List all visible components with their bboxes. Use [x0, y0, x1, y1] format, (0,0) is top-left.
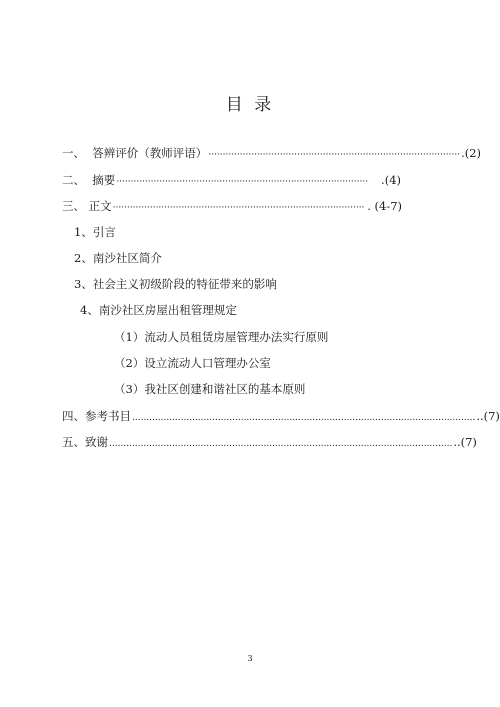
- toc-entry-evaluation: [62, 146, 482, 162]
- toc-title: 目 录: [225, 95, 275, 115]
- toc-entry-pages: .(4): [381, 173, 401, 187]
- dot-leader: ························································································: [208, 150, 461, 160]
- toc-entry-label: 二、 摘要: [62, 173, 116, 187]
- toc-sub-introduction: 1、引言: [74, 225, 116, 239]
- toc-entry-body: [62, 199, 402, 215]
- toc-subsub-management-office: （2）设立流动人口管理办公室: [114, 356, 271, 370]
- toc-entry-pages: ..(7): [453, 435, 477, 449]
- dot-leader: ························································································: [112, 203, 365, 213]
- page-number: 3: [247, 654, 253, 663]
- toc-entry-pages: . (4-7): [367, 199, 402, 213]
- toc-subsub-rental-principles: （1）流动人员租赁房屋管理办法实行原则: [114, 330, 329, 344]
- toc-entry-acknowledgements: [62, 435, 477, 451]
- toc-entry-pages: .(2): [461, 146, 482, 160]
- toc-entry-label: 四、参考书目: [62, 409, 131, 423]
- toc-sub-community-overview: 2、南沙社区简介: [74, 251, 162, 265]
- toc-subsub-harmonious-community: （3）我社区创建和谐社区的基本原则: [114, 382, 306, 396]
- toc-sub-rental-regulations: 4、南沙社区房屋出租管理规定: [80, 303, 237, 317]
- toc-entry-abstract: [62, 173, 401, 189]
- dot-leader: ........................................................................................................................: [109, 439, 453, 449]
- dot-leader: ........................................................................................................................: [132, 413, 476, 423]
- toc-entry-label: 三、 正文: [62, 199, 112, 213]
- dot-leader: ························································································: [116, 177, 369, 187]
- toc-entry-references: [62, 409, 500, 425]
- toc-entry-label: 一、 答辨评价（教师评语）: [62, 146, 208, 160]
- toc-sub-socialism-stage: 3、社会主义初级阶段的特征带来的影响: [74, 277, 277, 291]
- toc-entry-pages: ..(7): [476, 409, 500, 423]
- toc-entry-label: 五、致谢: [62, 435, 108, 449]
